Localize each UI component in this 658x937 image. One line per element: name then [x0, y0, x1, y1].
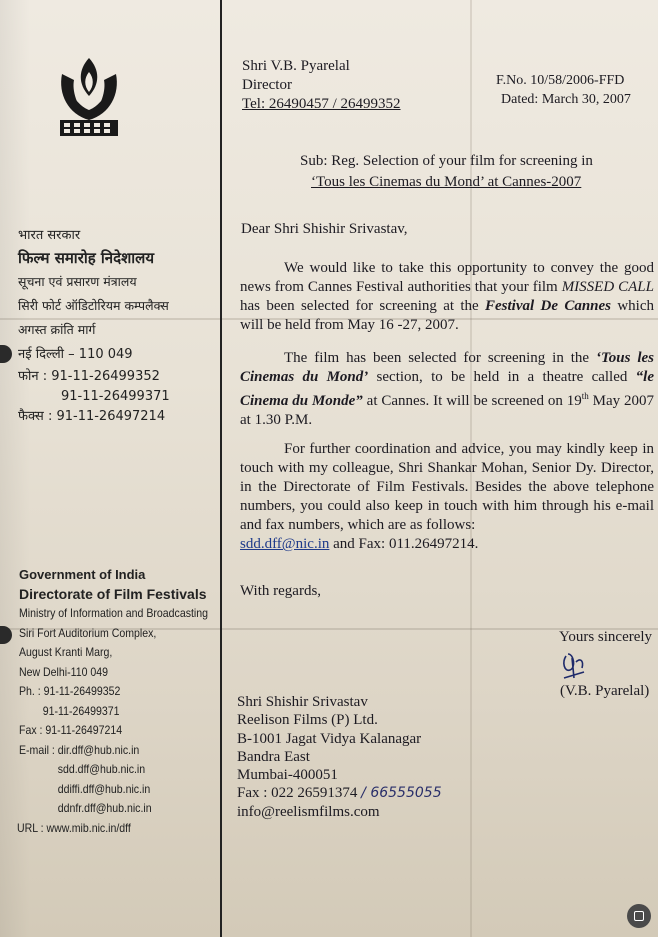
recipient-line: Reelison Films (P) Ltd.	[237, 712, 378, 729]
recipient-fax-line	[237, 784, 442, 802]
letterhead-line: Siri Fort Auditorium Complex,	[19, 625, 157, 640]
recipient-line: B-1001 Jagat Vidya Kalanagar	[237, 730, 422, 747]
letterhead-line: August Kranti Marg,	[19, 645, 113, 659]
sender-tel: Tel: 26490457 / 26499352	[242, 96, 401, 112]
letterhead-hindi	[18, 226, 170, 427]
paragraph-1	[240, 259, 654, 335]
para-text: at Cannes. It will be screened on 19	[362, 393, 582, 409]
hindi-line: सूचना एवं प्रसारण मंत्रालय	[18, 274, 137, 289]
para-text: which will be held from May 16 -27, 2007.	[240, 298, 654, 333]
file-number: F.No. 10/58/2006-FFD	[496, 73, 625, 88]
letterhead-line: 91-11-26499371	[42, 703, 120, 718]
punch-hole	[0, 345, 12, 363]
letterhead-line: Ph. : 91-11-26499352	[19, 684, 121, 698]
recipient-address	[237, 693, 442, 821]
para-text: has been selected for screening at the	[240, 298, 486, 314]
letterhead-line: Ministry of Information and Broadcasting	[19, 606, 209, 620]
letterhead-english	[19, 566, 234, 838]
para-text: The film has been selected for screening in the	[284, 350, 596, 366]
sender-name: Shri V.B. Pyarelal	[242, 58, 350, 74]
para-text: section, to be held in a theatre called	[368, 369, 636, 385]
letterhead-line: URL : www.mib.nic.in/dff	[17, 820, 131, 835]
letterhead-line: ddnfr.dff@hub.nic.in	[57, 801, 152, 815]
letterhead-line: New Delhi-110 049	[19, 664, 109, 679]
scan-text-icon[interactable]	[627, 904, 651, 928]
handwritten-fax: / 66555055	[361, 785, 442, 802]
hindi-line: फोन : 91-11-26499352	[18, 369, 160, 384]
letterhead-line: E-mail : dir.dff@hub.nic.in	[19, 742, 140, 757]
festival-name: Festival De Cannes	[485, 298, 612, 314]
para-text: and Fax: 011.26497214.	[329, 536, 479, 552]
film-title: MISSED CALL	[561, 279, 654, 295]
hindi-line: 91-11-26499371	[61, 389, 170, 404]
letter-date: Dated: March 30, 2007	[501, 92, 631, 107]
directorate-logo	[54, 54, 124, 144]
hindi-line: भारत सरकार	[18, 228, 81, 243]
recipient-fax: Fax : 022 26591374	[237, 785, 358, 802]
salutation: Dear Shri Shishir Srivastav,	[241, 221, 408, 237]
contact-email-link[interactable]: sdd.dff@nic.in	[240, 536, 330, 552]
punch-hole	[0, 626, 12, 644]
theatre-name: “le Cinema du Monde”	[240, 369, 654, 409]
subject-line: Sub: Reg. Selection of your film for screening in	[300, 153, 593, 169]
closing: With regards,	[240, 583, 322, 599]
para-text: For further coordination and advice, you may kindly keep in touch with my colleague, Shri Shankar Mohan, Senior Dy. Director, in the Directorate of Film Festivals. Besides the above telephone numbers, you could also keep in touch with him through his e-mail and fax numbers, which are as follows:	[240, 441, 654, 533]
sender-title: Director	[242, 77, 292, 93]
paragraph-2	[240, 349, 654, 430]
hindi-line: नई दिल्ली – 110 049	[18, 347, 133, 362]
recipient-line: Mumbai-400051	[237, 767, 338, 784]
handwritten-signature	[560, 648, 590, 682]
yours-sincerely: Yours sincerely	[559, 629, 653, 645]
section-name: ‘Tous les Cinemas du Mond’	[240, 350, 655, 385]
para-text: May 2007 at 1.30 P.M.	[240, 393, 654, 428]
recipient-email: info@reelismfilms.com	[237, 803, 380, 820]
letterhead-line: sdd.dff@hub.nic.in	[57, 762, 146, 776]
letterhead-line: Fax : 91-11-26497214	[19, 723, 123, 737]
hindi-line: सिरी फोर्ट ऑडिटोरियम कम्पलैक्स	[18, 298, 169, 313]
recipient-line: Shri Shishir Srivastav	[237, 694, 368, 710]
letterhead-line: ddiffi.dff@hub.nic.in	[57, 781, 151, 796]
letterhead-government: Government of India	[19, 567, 146, 582]
paragraph-3	[240, 440, 654, 554]
letterhead-directorate: Directorate of Film Festivals	[19, 586, 207, 602]
superscript: th	[581, 391, 589, 401]
signatory-name: (V.B. Pyarelal)	[560, 683, 650, 699]
recipient-line: Bandra East	[237, 748, 310, 765]
subject-line: ‘Tous les Cinemas du Mond’ at Cannes-2007	[311, 174, 582, 190]
para-text: We would like to take this opportunity to convey the good news from Cannes Festival authorities that your film	[240, 260, 654, 295]
hindi-line: अगस्त क्रांति मार्ग	[18, 322, 96, 337]
hindi-line: फैक्स : 91-11-26497214	[18, 409, 166, 424]
hindi-line: फिल्म समारोह निदेशालय	[18, 249, 155, 267]
